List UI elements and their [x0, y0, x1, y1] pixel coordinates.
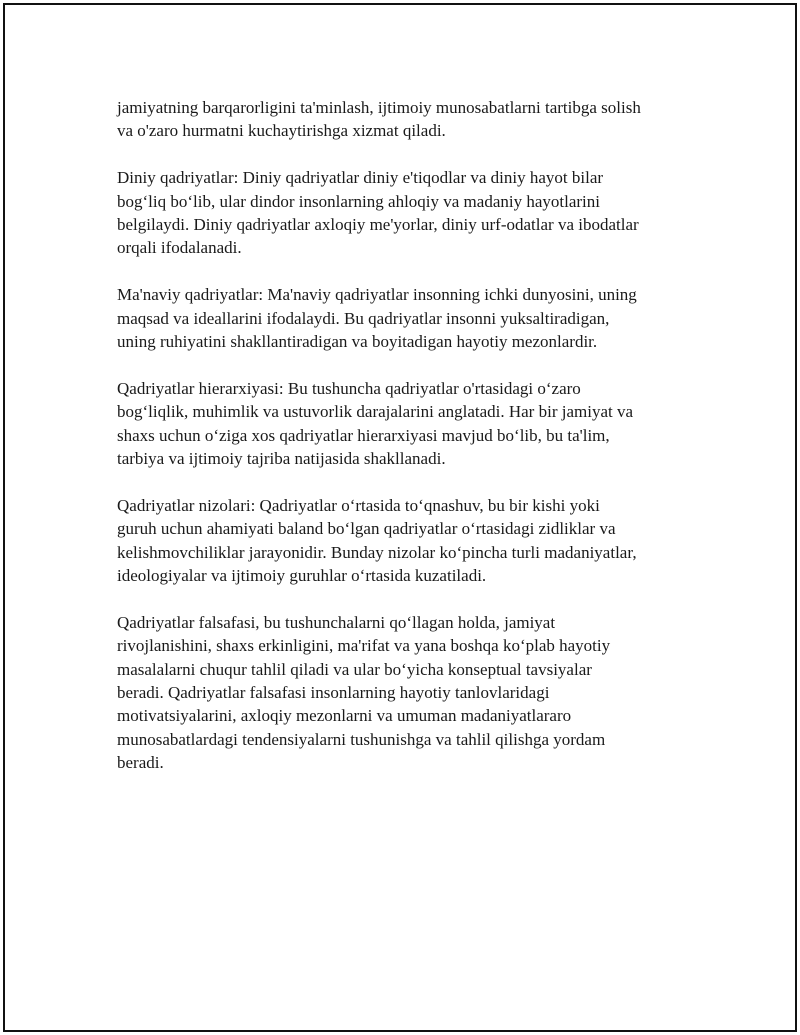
text-line: Qadriyatlar falsafasi, bu tushunchalarni qo‘llagan holda, jamiyat [117, 612, 556, 632]
paragraph-values-conflicts [117, 494, 692, 588]
text-line: guruh uchun ahamiyati baland bo‘lgan qadriyatlar o‘rtasidagi zidliklar va [117, 519, 616, 539]
paragraph-values-hierarchy [117, 377, 692, 471]
paragraph-societal-values [117, 96, 692, 143]
text-line: beradi. [117, 753, 164, 773]
text-line: ideologiyalar va ijtimoiy guruhlar o‘rtasida kuzatiladi. [117, 566, 487, 586]
text-line: orqali ifodalanadi. [117, 238, 242, 258]
paragraph-spiritual-values [117, 283, 692, 353]
text-line: beradi. Qadriyatlar falsafasi insonlarning hayotiy tanlovlaridagi [117, 683, 550, 703]
text-line: jamiyatning barqarorligini ta'minlash, ijtimoiy munosabatlarni tartibga solish [117, 98, 641, 117]
text-line: tarbiya va ijtimoiy tajriba natijasida shakllanadi. [117, 449, 446, 469]
text-line: maqsad va ideallarini ifodalaydi. Bu qadriyatlar insonni yuksaltiradigan, [117, 308, 610, 328]
paragraph-religious-values [117, 166, 692, 260]
text-line: rivojlanishini, shaxs erkinligini, ma'rifat va yana boshqa ko‘plab hayotiy [117, 636, 611, 656]
text-line: bog‘liq bo‘lib, ular dindor insonlarning ahloqiy va madaniy hayotlarini [117, 191, 600, 211]
text-line: motivatsiyalarini, axloqiy mezonlarni va umuman madaniyatlararo [117, 706, 572, 726]
paragraph-values-philosophy [117, 611, 692, 775]
text-line: munosabatlardagi tendensiyalarni tushunishga va tahlil qilishga yordam [117, 729, 606, 749]
text-line: bog‘liqlik, muhimlik va ustuvorlik darajalarini anglatadi. Har bir jamiyat va [117, 402, 634, 422]
text-line: va o'zaro hurmatni kuchaytirishga xizmat qiladi. [117, 121, 446, 141]
document-body [117, 96, 692, 798]
text-line: Diniy qadriyatlar: Diniy qadriyatlar diniy e'tiqodlar va diniy hayot bilar [117, 168, 604, 188]
text-line: kelishmovchiliklar jarayonidir. Bunday nizolar ko‘pincha turli madaniyatlar, [117, 542, 637, 562]
text-line: masalalarni chuqur tahlil qiladi va ular bo‘yicha konseptual tavsiyalar [117, 659, 592, 679]
text-line: Qadriyatlar nizolari: Qadriyatlar o‘rtasida to‘qnashuv, bu bir kishi yoki [117, 495, 600, 515]
text-line: Ma'naviy qadriyatlar: Ma'naviy qadriyatlar insonning ichki dunyosini, uning [117, 285, 637, 305]
text-line: Qadriyatlar hierarxiyasi: Bu tushuncha qadriyatlar o'rtasidagi o‘zaro [117, 378, 581, 398]
text-line: uning ruhiyatini shakllantiradigan va boyitadigan hayotiy mezonlardir. [117, 332, 598, 352]
text-line: shaxs uchun o‘ziga xos qadriyatlar hierarxiyasi mavjud bo‘lib, bu ta'lim, [117, 425, 610, 445]
text-line: belgilaydi. Diniy qadriyatlar axloqiy me'yorlar, diniy urf-odatlar va ibodatlar [117, 215, 639, 235]
